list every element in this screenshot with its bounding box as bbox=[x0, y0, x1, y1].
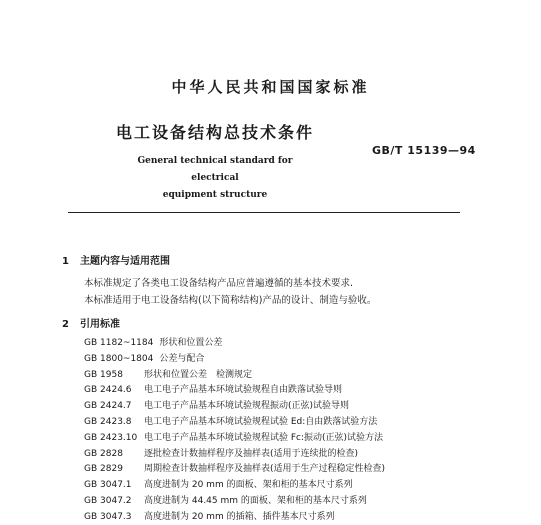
reference-item bbox=[84, 382, 385, 398]
reference-code: GB 3047.3 bbox=[84, 511, 132, 522]
reference-item bbox=[84, 398, 385, 414]
chinese-title: 电工设备结构总技术条件 bbox=[115, 123, 314, 142]
reference-code: GB 3047.2 bbox=[84, 495, 132, 506]
reference-item bbox=[84, 367, 385, 383]
section-1-paragraph: 本标准规定了各类电工设备结构产品应普遍遵循的基本技术要求. bbox=[84, 278, 354, 289]
reference-title: 公差与配合 bbox=[159, 353, 205, 364]
reference-title: 电工电子产品基本环境试验规程试验 Fc:振动(正弦)试验方法 bbox=[144, 432, 384, 443]
section-title: 主题内容与适用范围 bbox=[80, 256, 170, 267]
reference-item bbox=[84, 335, 385, 351]
section-1-heading bbox=[62, 252, 170, 267]
reference-title: 电工电子产品基本环境试验规程试验 Ed:自由跌落试验方法 bbox=[144, 416, 378, 427]
reference-code: GB 2829 bbox=[84, 464, 123, 475]
reference-title: 电工电子产品基本环境试验规程振动(正弦)试验导则 bbox=[144, 401, 350, 412]
section-number: 1 bbox=[62, 256, 69, 267]
reference-item bbox=[84, 351, 385, 367]
reference-code: GB 1182~1184 bbox=[84, 338, 154, 348]
reference-item bbox=[84, 461, 385, 477]
reference-title: 高度进制为 20 mm 的插箱、插件基本尺寸系列 bbox=[144, 511, 335, 522]
reference-item bbox=[84, 477, 385, 493]
reference-item bbox=[84, 430, 385, 446]
reference-title: 形状和位置公差 bbox=[159, 338, 223, 348]
header-divider bbox=[68, 212, 460, 213]
reference-item bbox=[84, 509, 385, 525]
reference-code: GB 2424.6 bbox=[84, 385, 132, 396]
reference-code: GB 2424.7 bbox=[84, 401, 132, 412]
reference-title: 高度进制为 20 mm 的面板、架和柜的基本尺寸系列 bbox=[144, 480, 353, 491]
section-1-paragraph: 本标准适用于电工设备结构(以下简称结构)产品的设计、制造与验收。 bbox=[84, 295, 377, 306]
reference-code: GB 1958 bbox=[84, 369, 123, 380]
reference-code: GB 3047.1 bbox=[84, 480, 132, 491]
reference-code: GB 2423.10 bbox=[84, 432, 138, 443]
standard-code: GB/T 15139—94 bbox=[372, 144, 476, 157]
english-title-line-1: General technical standard for electrical bbox=[137, 156, 293, 183]
section-number: 2 bbox=[62, 319, 69, 330]
reference-title: 形状和位置公差 检测规定 bbox=[144, 369, 253, 380]
reference-title: 逐批检查计数抽样程序及抽样表(适用于连续批的检查) bbox=[144, 448, 359, 459]
section-2-heading bbox=[62, 315, 120, 330]
reference-list bbox=[84, 335, 385, 525]
reference-title: 周期检查计数抽样程序及抽样表(适用于生产过程稳定性检查) bbox=[144, 464, 386, 475]
english-title-line-2: equipment structure bbox=[162, 190, 268, 200]
reference-title: 高度进制为 44.45 mm 的面板、架和柜的基本尺寸系列 bbox=[144, 495, 367, 506]
english-title bbox=[120, 153, 310, 204]
reference-code: GB 2828 bbox=[84, 448, 123, 459]
reference-item bbox=[84, 446, 385, 462]
section-title: 引用标准 bbox=[80, 319, 120, 330]
reference-title: 电工电子产品基本环境试验规程自由跌落试验导则 bbox=[144, 385, 343, 396]
reference-code: GB 1800~1804 bbox=[84, 353, 154, 364]
national-standard-heading: 中华人民共和国国家标准 bbox=[171, 78, 370, 96]
reference-code: GB 2423.8 bbox=[84, 416, 132, 427]
reference-item bbox=[84, 414, 385, 430]
reference-item bbox=[84, 493, 385, 509]
